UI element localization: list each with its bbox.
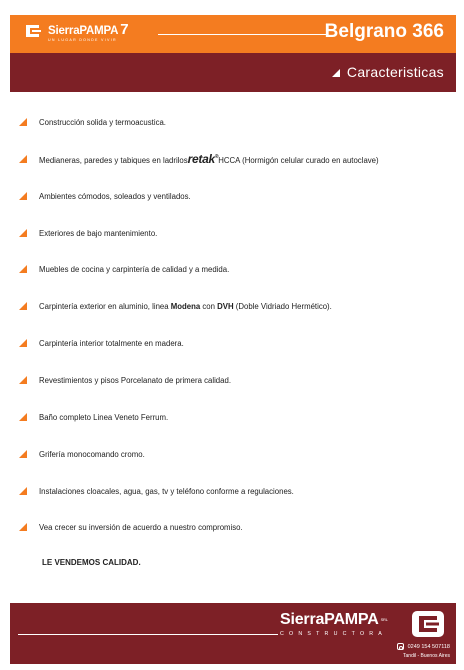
brand-tagline: UN LUGAR DONDE VIVIR xyxy=(48,38,117,42)
bullet-triangle-icon xyxy=(19,229,27,237)
bullet-triangle-icon xyxy=(19,155,27,163)
list-item: Vea crecer su inversión de acuerdo a nuestro compromiso. xyxy=(19,520,243,534)
list-item: Carpintería exterior en aluminio, linea Modena con DVH (Doble Vidriado Hermético). xyxy=(19,299,332,313)
section-heading xyxy=(332,64,444,80)
list-item: Carpintería interior totalmente en madera. xyxy=(19,336,184,350)
footer-bar xyxy=(10,603,456,664)
bullet-triangle-icon xyxy=(19,523,27,531)
list-item: Construcción solida y termoacustica. xyxy=(19,115,166,129)
list-item: Ambientes cómodos, soleados y ventilados. xyxy=(19,189,191,203)
bullet-triangle-icon xyxy=(19,376,27,384)
footer-phone: 0249 154 507118 xyxy=(397,643,450,650)
bullet-triangle-icon xyxy=(19,450,27,458)
footer-logo-icon xyxy=(412,611,444,642)
footer-divider xyxy=(18,634,278,635)
list-item: Instalaciones cloacales, agua, gas, tv y teléfono conforme a regulaciones. xyxy=(19,484,294,498)
bullet-triangle-icon xyxy=(19,192,27,200)
header-divider xyxy=(158,34,328,35)
footer-location: Tandil - Buenos Aires xyxy=(403,653,450,659)
bullet-triangle-icon xyxy=(19,118,27,126)
brand-number: 7 xyxy=(120,21,129,38)
brand-name: SierraPAMPA xyxy=(48,25,119,37)
bullet-triangle-icon xyxy=(19,265,27,273)
retak-brand: retak® xyxy=(187,152,219,166)
brand-logo xyxy=(24,23,129,43)
bullet-triangle-icon xyxy=(19,302,27,310)
instagram-icon xyxy=(397,643,404,650)
bullet-triangle-icon xyxy=(19,487,27,495)
bullet-triangle-icon xyxy=(19,339,27,347)
header-bar xyxy=(10,15,456,53)
section-band xyxy=(10,53,456,92)
bullet-triangle-icon xyxy=(19,413,27,421)
section-title: Caracteristicas xyxy=(346,64,444,80)
footer-brand: SierraPAMPA SRL CONSTRUCTORA xyxy=(280,611,388,638)
list-item: Muebles de cocina y carpintería de calidad y a medida. xyxy=(19,262,229,276)
footer-subtitle: CONSTRUCTORA xyxy=(280,631,388,638)
list-item: Revestimientos y pisos Porcelanato de primera calidad. xyxy=(19,373,231,387)
brand-mark-icon xyxy=(24,23,43,39)
list-item: Medianeras, paredes y tabiques en ladrilosretak®HCCA (Hormigón celular curado en autoclave) xyxy=(19,152,379,166)
list-item: Baño completo Linea Veneto Ferrum. xyxy=(19,410,168,424)
page-title: Belgrano 366 xyxy=(324,21,444,42)
list-item: Exteriores de bajo mantenimiento. xyxy=(19,226,157,240)
list-item: Grifería monocomando cromo. xyxy=(19,447,145,461)
triangle-icon xyxy=(332,69,340,77)
closing-slogan: LE VENDEMOS CALIDAD. xyxy=(42,558,141,567)
